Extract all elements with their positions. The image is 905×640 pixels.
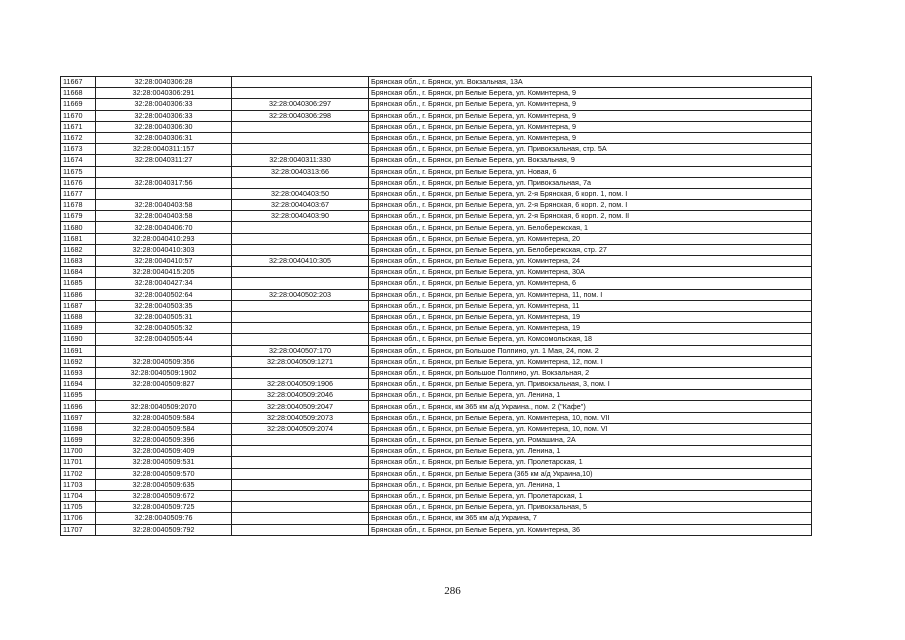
related-cadastral-number-cell: [232, 367, 369, 378]
cadastral-number-cell: 32:28:0040509:531: [96, 457, 232, 468]
cadastral-number-cell: 32:28:0040509:635: [96, 479, 232, 490]
cadastral-number-cell: 32:28:0040410:57: [96, 256, 232, 267]
cadastral-number-cell: 32:28:0040427:34: [96, 278, 232, 289]
cadastral-number-cell: 32:28:0040306:33: [96, 110, 232, 121]
related-cadastral-number-cell: [232, 77, 369, 88]
cadastral-number-cell: [96, 345, 232, 356]
table-row: [61, 244, 812, 255]
cadastral-number-cell: 32:28:0040502:64: [96, 289, 232, 300]
record-number-cell: 11673: [61, 144, 96, 155]
record-number-cell: 11697: [61, 412, 96, 423]
related-cadastral-number-cell: 32:28:0040403:90: [232, 211, 369, 222]
table-row: [61, 490, 812, 501]
table-row: [61, 524, 812, 535]
record-number-cell: 11701: [61, 457, 96, 468]
record-number-cell: 11688: [61, 311, 96, 322]
related-cadastral-number-cell: 32:28:0040313:66: [232, 166, 369, 177]
address-cell: Брянская обл., г. Брянск, ул. Вокзальная, 13А: [369, 77, 812, 88]
address-cell: Брянская обл., г. Брянск, рп Белые Берега, ул. Белобережская, 1: [369, 222, 812, 233]
related-cadastral-number-cell: [232, 144, 369, 155]
cadastral-number-cell: 32:28:0040505:44: [96, 334, 232, 345]
address-cell: Брянская обл., г. Брянск, рп Белые Берега, ул. Коминтерна, 9: [369, 99, 812, 110]
cadastral-number-cell: 32:28:0040306:30: [96, 121, 232, 132]
cadastral-number-cell: 32:28:0040406:70: [96, 222, 232, 233]
address-cell: Брянская обл., г. Брянск, рп Белые Берега, ул. Коминтерна, 30А: [369, 267, 812, 278]
record-number-cell: 11687: [61, 300, 96, 311]
record-number-cell: 11686: [61, 289, 96, 300]
related-cadastral-number-cell: 32:28:0040509:1906: [232, 379, 369, 390]
cadastral-number-cell: 32:28:0040311:27: [96, 155, 232, 166]
related-cadastral-number-cell: 32:28:0040311:330: [232, 155, 369, 166]
address-cell: Брянская обл., г. Брянск, рп Белые Берега, ул. Коминтерна, 11, пом. I: [369, 289, 812, 300]
cadastral-number-cell: 32:28:0040503:35: [96, 300, 232, 311]
related-cadastral-number-cell: [232, 121, 369, 132]
address-cell: Брянская обл., г. Брянск, рп Белые Берега, ул. Привокзальная, 3, пом. I: [369, 379, 812, 390]
related-cadastral-number-cell: [232, 502, 369, 513]
related-cadastral-number-cell: [232, 524, 369, 535]
cadastral-number-cell: 32:28:0040509:672: [96, 490, 232, 501]
cadastral-number-cell: 32:28:0040509:2070: [96, 401, 232, 412]
related-cadastral-number-cell: [232, 88, 369, 99]
related-cadastral-number-cell: [232, 479, 369, 490]
related-cadastral-number-cell: [232, 222, 369, 233]
table-row: [61, 110, 812, 121]
address-cell: Брянская обл., г. Брянск, рп Белые Берега, ул. Коминтерна, 10, пом. VII: [369, 412, 812, 423]
table-row: [61, 323, 812, 334]
address-cell: Брянская обл., г. Брянск, рп Белые Берега, ул. Коминтерна, 9: [369, 110, 812, 121]
address-cell: Брянская обл., г. Брянск, рп Белые Берега, ул. Пролетарская, 1: [369, 490, 812, 501]
address-cell: Брянская обл., г. Брянск, рп Белые Берега, ул. Коминтерна, 6: [369, 278, 812, 289]
record-number-cell: 11667: [61, 77, 96, 88]
address-cell: Брянская обл., г. Брянск, рп Белые Берега, ул. Коминтерна, 9: [369, 132, 812, 143]
address-cell: Брянская обл., г. Брянск, рп Белые Берега, ул. Вокзальная, 9: [369, 155, 812, 166]
cadastral-number-cell: 32:28:0040306:28: [96, 77, 232, 88]
related-cadastral-number-cell: [232, 244, 369, 255]
cadastral-number-cell: 32:28:0040311:157: [96, 144, 232, 155]
related-cadastral-number-cell: [232, 323, 369, 334]
related-cadastral-number-cell: [232, 446, 369, 457]
table-row: [61, 222, 812, 233]
record-number-cell: 11674: [61, 155, 96, 166]
cadastral-number-cell: 32:28:0040317:56: [96, 177, 232, 188]
table-row: [61, 88, 812, 99]
cadastral-number-cell: 32:28:0040505:31: [96, 311, 232, 322]
table-row: [61, 502, 812, 513]
record-number-cell: 11681: [61, 233, 96, 244]
record-number-cell: 11693: [61, 367, 96, 378]
related-cadastral-number-cell: [232, 334, 369, 345]
record-number-cell: 11704: [61, 490, 96, 501]
related-cadastral-number-cell: [232, 311, 369, 322]
address-cell: Брянская обл., г. Брянск, рп Белые Берега, ул. 2-я Брянская, 6 корп. 2, пом. I: [369, 200, 812, 211]
address-cell: Брянская обл., г. Брянск, рп Белые Берега, ул. Привокзальная, 5: [369, 502, 812, 513]
record-number-cell: 11696: [61, 401, 96, 412]
record-number-cell: 11680: [61, 222, 96, 233]
cadastral-number-cell: 32:28:0040410:293: [96, 233, 232, 244]
address-cell: Брянская обл., г. Брянск, рп Белые Берега, ул. Коминтерна, 12, пом. I: [369, 356, 812, 367]
related-cadastral-number-cell: [232, 177, 369, 188]
related-cadastral-number-cell: 32:28:0040509:2046: [232, 390, 369, 401]
cadastral-number-cell: 32:28:0040509:356: [96, 356, 232, 367]
address-cell: Брянская обл., г. Брянск, рп Белые Берега, ул. Коминтерна, 24: [369, 256, 812, 267]
record-number-cell: 11690: [61, 334, 96, 345]
table-row: [61, 278, 812, 289]
related-cadastral-number-cell: 32:28:0040306:298: [232, 110, 369, 121]
table-row: [61, 99, 812, 110]
table-row: [61, 356, 812, 367]
record-number-cell: 11679: [61, 211, 96, 222]
table-row: [61, 233, 812, 244]
record-number-cell: 11706: [61, 513, 96, 524]
table-row: [61, 401, 812, 412]
related-cadastral-number-cell: 32:28:0040306:297: [232, 99, 369, 110]
address-cell: Брянская обл., г. Брянск, рп Белые Берега, ул. Ромашина, 2А: [369, 435, 812, 446]
table-row: [61, 166, 812, 177]
table-row: [61, 345, 812, 356]
record-number-cell: 11676: [61, 177, 96, 188]
table-row: [61, 300, 812, 311]
address-cell: Брянская обл., г. Брянск, км 365 км а/д Украина, 7: [369, 513, 812, 524]
table-row: [61, 211, 812, 222]
related-cadastral-number-cell: 32:28:0040507:170: [232, 345, 369, 356]
record-number-cell: 11703: [61, 479, 96, 490]
table-row: [61, 513, 812, 524]
cadastral-number-cell: 32:28:0040403:58: [96, 211, 232, 222]
related-cadastral-number-cell: [232, 468, 369, 479]
record-number-cell: 11699: [61, 435, 96, 446]
cadastral-number-cell: [96, 390, 232, 401]
address-cell: Брянская обл., г. Брянск, рп Белые Берега, ул. Коминтерна, 19: [369, 311, 812, 322]
table-row: [61, 334, 812, 345]
related-cadastral-number-cell: [232, 513, 369, 524]
property-registry-table: [60, 76, 812, 536]
address-cell: Брянская обл., г. Брянск, рп Белые Берега, ул. Коминтерна, 9: [369, 88, 812, 99]
record-number-cell: 11682: [61, 244, 96, 255]
table-row: [61, 479, 812, 490]
address-cell: Брянская обл., г. Брянск, рп Белые Берега, ул. Коминтерна, 11: [369, 300, 812, 311]
table-row: [61, 121, 812, 132]
record-number-cell: 11668: [61, 88, 96, 99]
table-row: [61, 256, 812, 267]
related-cadastral-number-cell: [232, 267, 369, 278]
table-row: [61, 379, 812, 390]
table-row: [61, 132, 812, 143]
related-cadastral-number-cell: 32:28:0040509:2047: [232, 401, 369, 412]
address-cell: Брянская обл., г. Брянск, рп Белые Берега, ул. Коминтерна, 9: [369, 121, 812, 132]
cadastral-number-cell: 32:28:0040509:1902: [96, 367, 232, 378]
record-number-cell: 11691: [61, 345, 96, 356]
record-number-cell: 11678: [61, 200, 96, 211]
table-body: [61, 77, 812, 536]
table-row: [61, 311, 812, 322]
related-cadastral-number-cell: [232, 490, 369, 501]
record-number-cell: 11672: [61, 132, 96, 143]
cadastral-number-cell: 32:28:0040509:76: [96, 513, 232, 524]
related-cadastral-number-cell: 32:28:0040403:67: [232, 200, 369, 211]
address-cell: Брянская обл., г. Брянск, рп Белые Берега, ул. Ленина, 1: [369, 479, 812, 490]
cadastral-number-cell: 32:28:0040509:584: [96, 423, 232, 434]
record-number-cell: 11671: [61, 121, 96, 132]
table-row: [61, 412, 812, 423]
related-cadastral-number-cell: [232, 278, 369, 289]
record-number-cell: 11692: [61, 356, 96, 367]
record-number-cell: 11677: [61, 188, 96, 199]
address-cell: Брянская обл., г. Брянск, рп Белые Берега, ул. Белобережская, стр. 27: [369, 244, 812, 255]
address-cell: Брянская обл., г. Брянск, рп Большое Полпино, ул. 1 Мая, 24, пом. 2: [369, 345, 812, 356]
record-number-cell: 11702: [61, 468, 96, 479]
record-number-cell: 11694: [61, 379, 96, 390]
record-number-cell: 11695: [61, 390, 96, 401]
address-cell: Брянская обл., г. Брянск, рп Белые Берега, ул. Пролетарская, 1: [369, 457, 812, 468]
cadastral-number-cell: [96, 188, 232, 199]
related-cadastral-number-cell: [232, 132, 369, 143]
related-cadastral-number-cell: 32:28:0040502:203: [232, 289, 369, 300]
related-cadastral-number-cell: 32:28:0040509:2073: [232, 412, 369, 423]
table-row: [61, 468, 812, 479]
record-number-cell: 11707: [61, 524, 96, 535]
record-number-cell: 11698: [61, 423, 96, 434]
table-row: [61, 155, 812, 166]
record-number-cell: 11675: [61, 166, 96, 177]
record-number-cell: 11683: [61, 256, 96, 267]
cadastral-number-cell: 32:28:0040505:32: [96, 323, 232, 334]
related-cadastral-number-cell: 32:28:0040403:50: [232, 188, 369, 199]
address-cell: Брянская обл., г. Брянск, рп Белые Берега, ул. Коминтерна, 19: [369, 323, 812, 334]
address-cell: Брянская обл., г. Брянск, рп Белые Берега, ул. Новая, 6: [369, 166, 812, 177]
record-number-cell: 11670: [61, 110, 96, 121]
related-cadastral-number-cell: [232, 435, 369, 446]
cadastral-number-cell: 32:28:0040509:409: [96, 446, 232, 457]
cadastral-number-cell: 32:28:0040509:725: [96, 502, 232, 513]
table-row: [61, 177, 812, 188]
cadastral-number-cell: 32:28:0040410:303: [96, 244, 232, 255]
cadastral-number-cell: 32:28:0040306:33: [96, 99, 232, 110]
address-cell: Брянская обл., г. Брянск, рп Белые Берега, ул. Комсомольская, 18: [369, 334, 812, 345]
address-cell: Брянская обл., г. Брянск, рп Белые Берега, ул. Привокзальная, 7а: [369, 177, 812, 188]
table-row: [61, 267, 812, 278]
table-row: [61, 435, 812, 446]
address-cell: Брянская обл., г. Брянск, рп Большое Полпино, ул. Вокзальная, 2: [369, 367, 812, 378]
cadastral-number-cell: 32:28:0040509:792: [96, 524, 232, 535]
cadastral-number-cell: [96, 166, 232, 177]
cadastral-number-cell: 32:28:0040415:205: [96, 267, 232, 278]
cadastral-number-cell: 32:28:0040306:291: [96, 88, 232, 99]
cadastral-number-cell: 32:28:0040306:31: [96, 132, 232, 143]
address-cell: Брянская обл., г. Брянск, рп Белые Берега, ул. Коминтерна, 36: [369, 524, 812, 535]
cadastral-number-cell: 32:28:0040509:584: [96, 412, 232, 423]
record-number-cell: 11685: [61, 278, 96, 289]
table-row: [61, 188, 812, 199]
record-number-cell: 11705: [61, 502, 96, 513]
address-cell: Брянская обл., г. Брянск, рп Белые Берега (365 км а/д Украина,10): [369, 468, 812, 479]
table-row: [61, 457, 812, 468]
record-number-cell: 11669: [61, 99, 96, 110]
cadastral-number-cell: 32:28:0040509:827: [96, 379, 232, 390]
record-number-cell: 11684: [61, 267, 96, 278]
cadastral-number-cell: 32:28:0040403:58: [96, 200, 232, 211]
address-cell: Брянская обл., г. Брянск, рп Белые Берега, ул. Коминтерна, 10, пом. VI: [369, 423, 812, 434]
address-cell: Брянская обл., г. Брянск, рп Белые Берега, ул. Ленина, 1: [369, 446, 812, 457]
record-number-cell: 11700: [61, 446, 96, 457]
cadastral-number-cell: 32:28:0040509:396: [96, 435, 232, 446]
address-cell: Брянская обл., г. Брянск, км 365 км а/д Украина., пом. 2 ("Кафе"): [369, 401, 812, 412]
table-row: [61, 289, 812, 300]
related-cadastral-number-cell: 32:28:0040410:305: [232, 256, 369, 267]
related-cadastral-number-cell: [232, 300, 369, 311]
table-row: [61, 77, 812, 88]
table-row: [61, 423, 812, 434]
address-cell: Брянская обл., г. Брянск, рп Белые Берега, ул. Привокзальная, стр. 5А: [369, 144, 812, 155]
table-row: [61, 200, 812, 211]
address-cell: Брянская обл., г. Брянск, рп Белые Берега, ул. 2-я Брянская, 6 корп. 1, пом. I: [369, 188, 812, 199]
related-cadastral-number-cell: [232, 457, 369, 468]
address-cell: Брянская обл., г. Брянск, рп Белые Берега, ул. 2-я Брянская, 6 корп. 2, пом. II: [369, 211, 812, 222]
related-cadastral-number-cell: 32:28:0040509:2074: [232, 423, 369, 434]
table-row: [61, 367, 812, 378]
related-cadastral-number-cell: [232, 233, 369, 244]
table-row: [61, 390, 812, 401]
related-cadastral-number-cell: 32:28:0040509:1271: [232, 356, 369, 367]
record-number-cell: 11689: [61, 323, 96, 334]
table-row: [61, 446, 812, 457]
page-number: 286: [444, 585, 461, 597]
address-cell: Брянская обл., г. Брянск, рп Белые Берега, ул. Коминтерна, 20: [369, 233, 812, 244]
cadastral-number-cell: 32:28:0040509:570: [96, 468, 232, 479]
address-cell: Брянская обл., г. Брянск, рп Белые Берега, ул. Ленина, 1: [369, 390, 812, 401]
table-row: [61, 144, 812, 155]
